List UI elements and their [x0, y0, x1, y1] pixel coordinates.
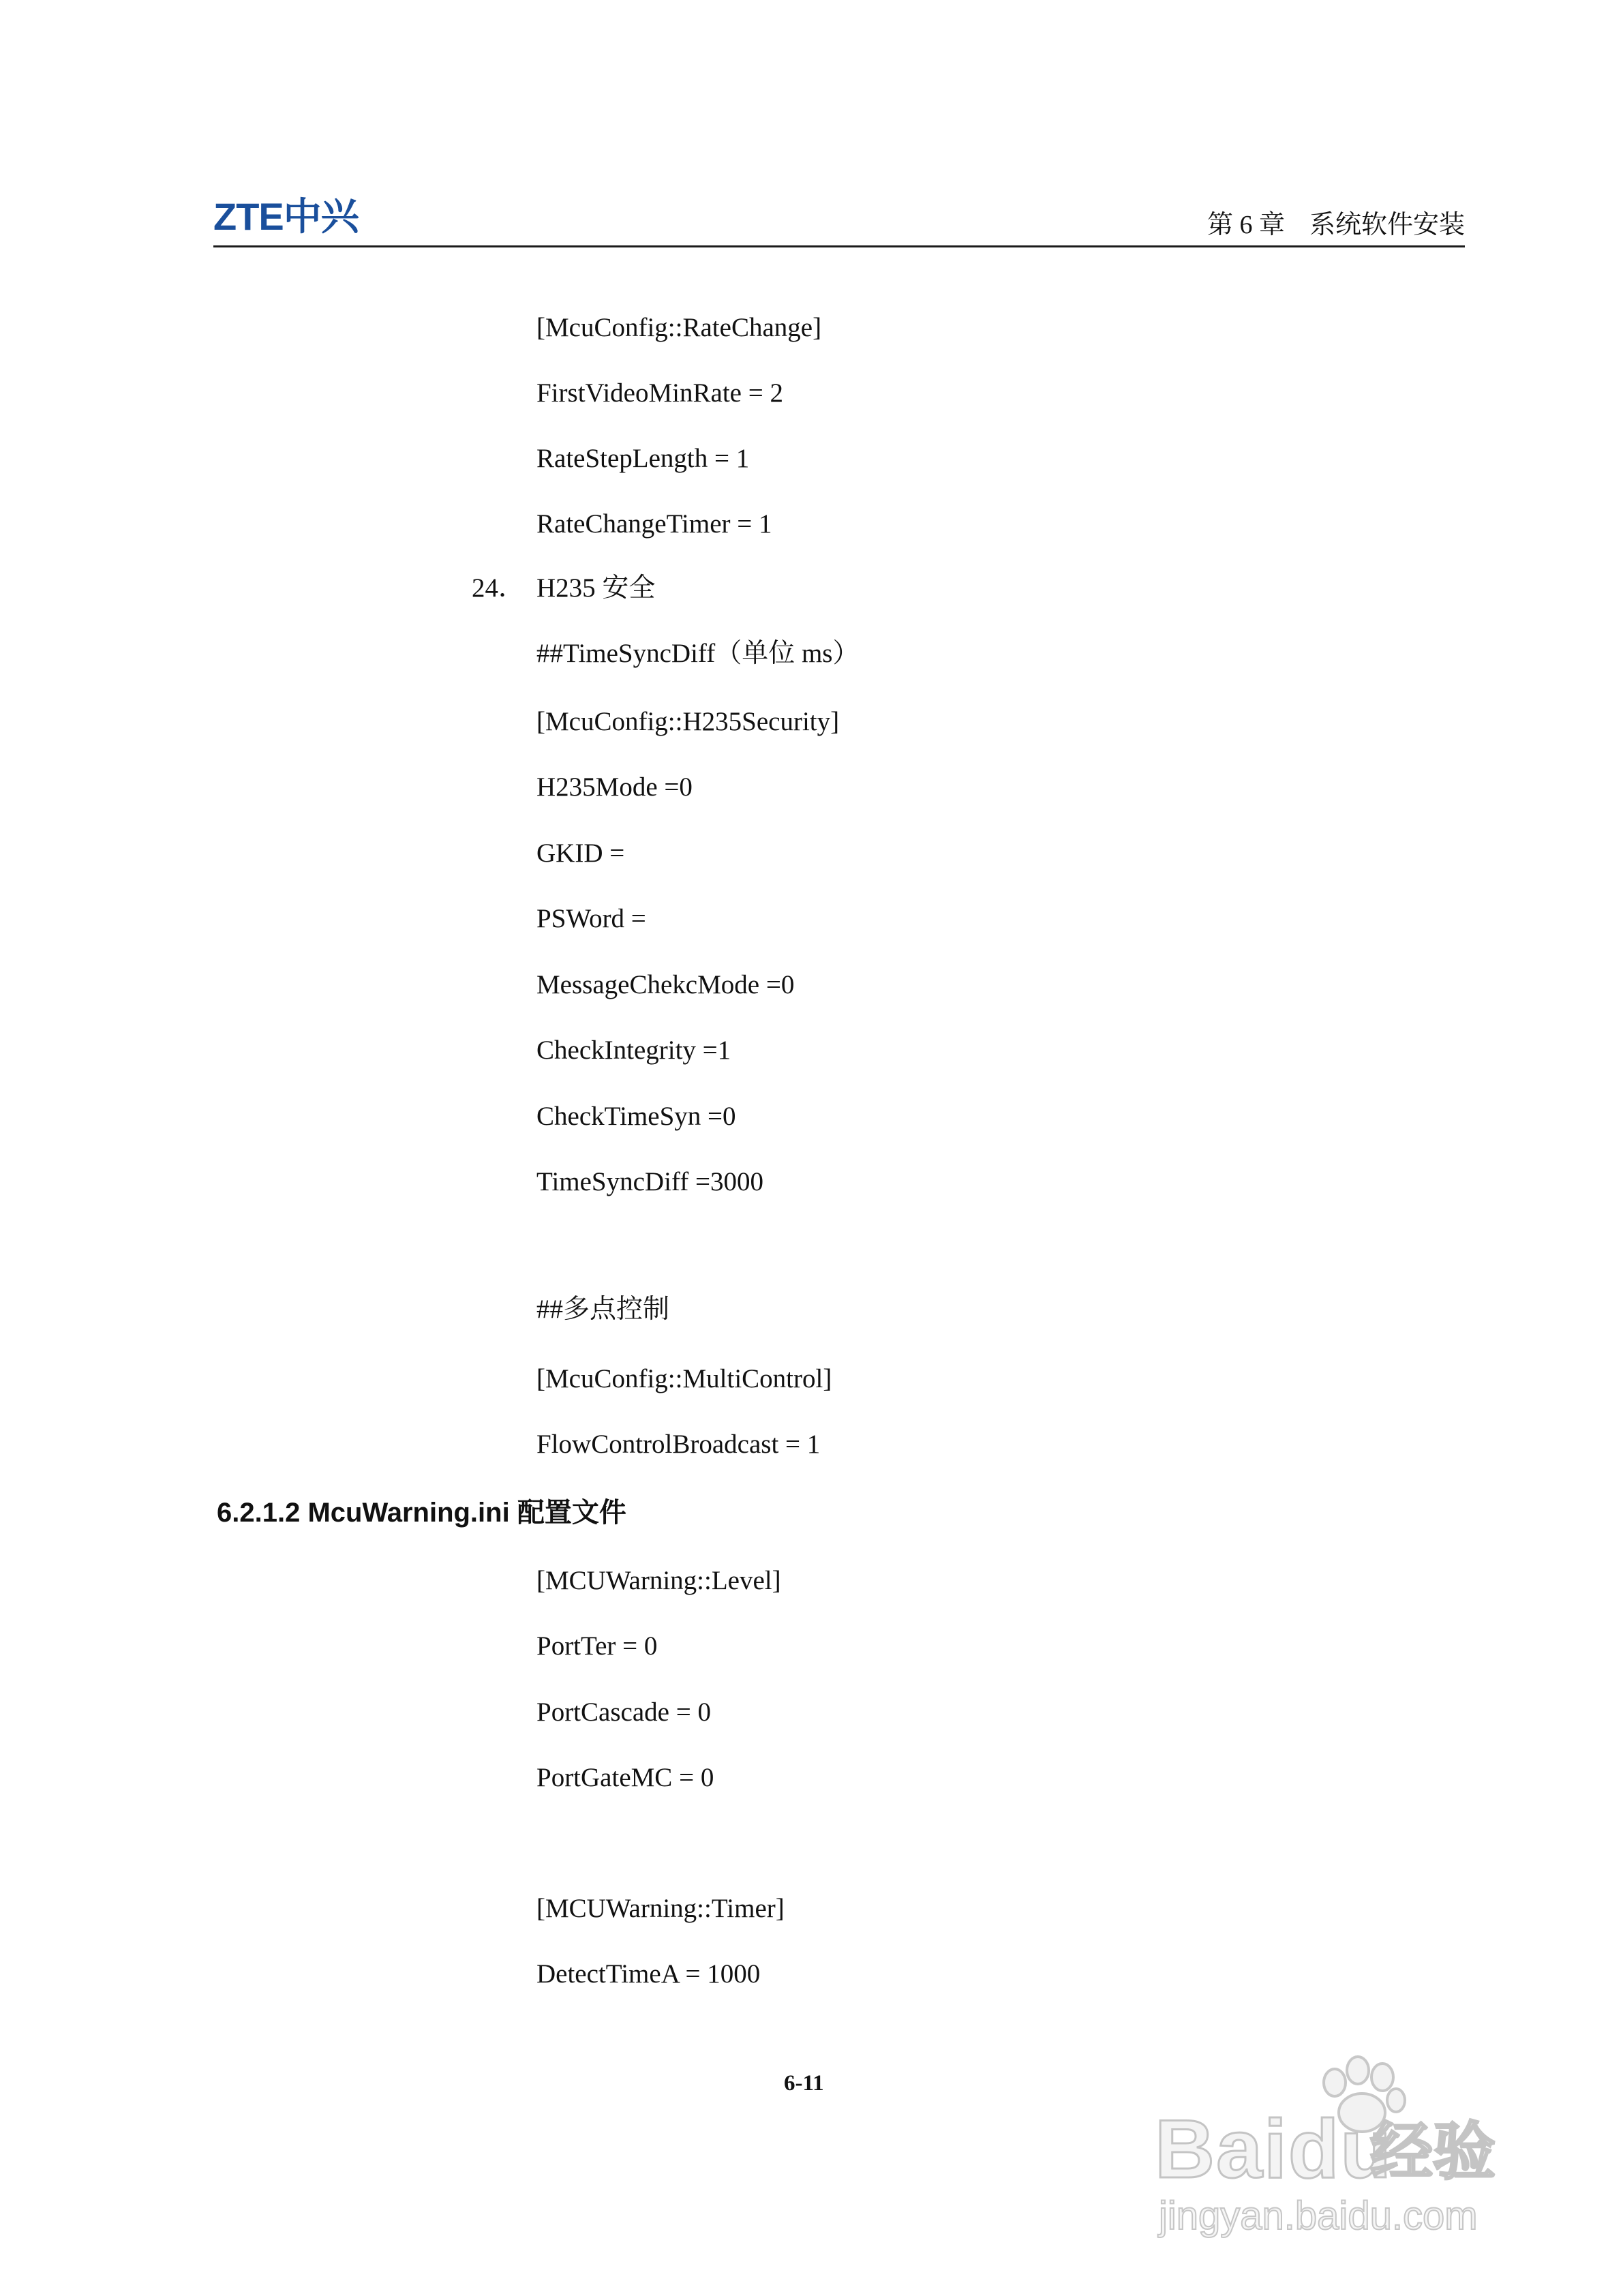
config-line: PSWord =: [536, 904, 646, 933]
chapter-label: 第 6 章: [1207, 211, 1285, 239]
config-line: FlowControlBroadcast = 1: [536, 1430, 821, 1459]
watermark-url: jingyan.baidu.com: [1159, 2194, 1478, 2238]
baidu-jingyan-watermark: [1152, 2055, 1534, 2246]
chapter-header: [1207, 210, 1465, 240]
config-section-h235: [McuConfig::H235Security]: [536, 707, 840, 736]
config-line: DetectTimeA = 1000: [536, 1959, 761, 1989]
config-comment: ##多点控制: [536, 1295, 670, 1324]
watermark-brand: Baidu: [1155, 2102, 1393, 2195]
section-heading: 6.2.1.2 McuWarning.ini 配置文件: [217, 1498, 626, 1528]
config-section-ratechange: [McuConfig::RateChange]: [536, 313, 822, 342]
config-line: CheckIntegrity =1: [536, 1036, 731, 1065]
config-line: PortCascade = 0: [536, 1697, 711, 1727]
config-line: CheckTimeSyn =0: [536, 1102, 736, 1131]
config-section-multicontrol: [McuConfig::MultiControl]: [536, 1364, 832, 1393]
list-item-number: 24．: [472, 573, 526, 603]
zte-logo: ZTE中兴: [213, 195, 359, 238]
header-divider: [213, 245, 1465, 247]
config-line: FirstVideoMinRate = 2: [536, 378, 783, 408]
list-item-title: H235 安全: [536, 573, 656, 603]
config-line: PortTer = 0: [536, 1631, 658, 1661]
watermark-cn: 经验: [1370, 2117, 1496, 2187]
config-line: GKID =: [536, 839, 625, 868]
config-comment: ##TimeSyncDiff（单位 ms）: [536, 639, 860, 668]
config-line: PortGateMC = 0: [536, 1763, 714, 1792]
chapter-title: 系统软件安装: [1309, 211, 1465, 239]
config-line: MessageChekcMode =0: [536, 970, 795, 999]
page-number: 6-11: [784, 2071, 824, 2096]
config-section-warning-level: [MCUWarning::Level]: [536, 1566, 781, 1595]
config-section-warning-timer: [MCUWarning::Timer]: [536, 1894, 785, 1923]
config-line: TimeSyncDiff =3000: [536, 1167, 763, 1196]
config-line: RateChangeTimer = 1: [536, 509, 772, 539]
config-line: RateStepLength = 1: [536, 444, 750, 473]
config-line: H235Mode =0: [536, 772, 693, 802]
